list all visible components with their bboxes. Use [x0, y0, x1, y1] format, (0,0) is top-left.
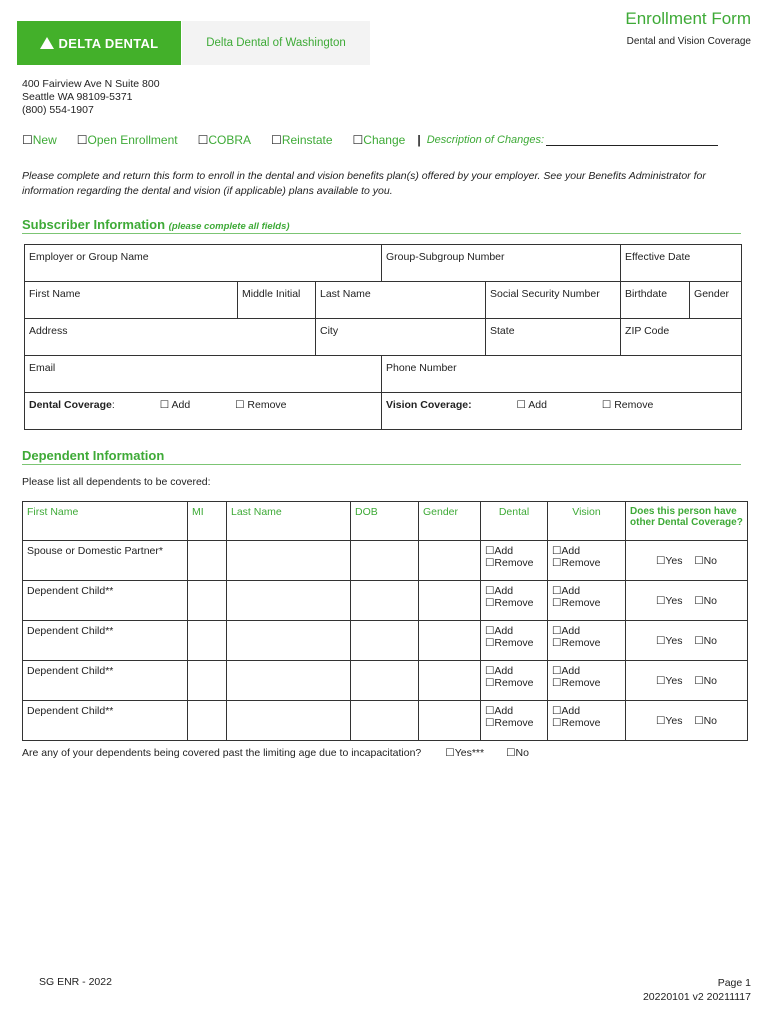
row-label: Spouse or Domestic Partner*: [23, 541, 188, 581]
vision-remove-checkbox[interactable]: ☐Remove: [552, 637, 601, 649]
dob-cell[interactable]: [351, 541, 419, 581]
subscriber-table: [24, 244, 742, 430]
address-line-2: Seattle WA 98109-5371: [22, 91, 133, 103]
delta-triangle-icon: [40, 37, 54, 49]
other-coverage-cell: [626, 661, 748, 701]
page-title: Enrollment Form: [625, 9, 751, 28]
section-divider: [22, 464, 741, 465]
last-name-cell[interactable]: [227, 621, 351, 661]
other-coverage-cell: [626, 701, 748, 741]
mi-cell[interactable]: [188, 701, 227, 741]
yes-checkbox[interactable]: ☐Yes: [655, 554, 683, 567]
page-number: Page 1: [717, 977, 751, 989]
last-name-cell[interactable]: [227, 581, 351, 621]
dental-cell: [481, 661, 548, 701]
vision-remove-checkbox[interactable]: ☐Remove: [552, 677, 601, 689]
email-field[interactable]: Email: [25, 356, 382, 393]
birthdate-field[interactable]: Birthdate: [621, 282, 690, 319]
dob-cell[interactable]: [351, 621, 419, 661]
description-of-changes-label: Description of Changes:: [426, 134, 545, 146]
col-gender: Gender: [419, 502, 481, 541]
table-row: [23, 581, 748, 621]
dob-cell[interactable]: [351, 661, 419, 701]
vision-add-checkbox[interactable]: ☐Add: [552, 665, 581, 677]
col-vision: Vision: [548, 502, 626, 541]
other-coverage-cell: [626, 621, 748, 661]
mi-cell[interactable]: [188, 541, 227, 581]
yes-checkbox[interactable]: ☐Yes: [655, 634, 683, 647]
vision-remove-checkbox[interactable]: ☐Remove: [552, 557, 601, 569]
checkbox[interactable]: ☐: [76, 133, 88, 147]
dental-remove-checkbox[interactable]: ☐Remove: [485, 717, 534, 729]
vision-cell: [548, 541, 626, 581]
description-of-changes-field[interactable]: [546, 133, 718, 146]
vision-add-checkbox[interactable]: ☐Add: [552, 585, 581, 597]
dental-add-checkbox[interactable]: ☐Add: [485, 705, 514, 717]
first-name-field[interactable]: First Name: [25, 282, 238, 319]
dob-cell[interactable]: [351, 581, 419, 621]
dental-cell: [481, 581, 548, 621]
option-open-enrollment[interactable]: ☐Open Enrollment: [76, 133, 178, 147]
separator: |: [417, 133, 421, 147]
checkbox[interactable]: ☐: [197, 133, 209, 147]
form-id: SG ENR - 2022: [39, 976, 112, 988]
last-name-cell[interactable]: [227, 661, 351, 701]
last-name-field[interactable]: Last Name: [316, 282, 486, 319]
delta-dental-logo: [17, 21, 181, 65]
subscriber-note: (please complete all fields): [168, 221, 290, 232]
mi-cell[interactable]: [188, 621, 227, 661]
last-name-cell[interactable]: [227, 701, 351, 741]
address-field[interactable]: Address: [25, 319, 316, 356]
phone-field[interactable]: Phone Number: [382, 356, 742, 393]
section-divider: [22, 233, 741, 234]
gender-field[interactable]: Gender: [690, 282, 742, 319]
form-version: 20220101 v2 20211117: [642, 991, 751, 1003]
gender-cell[interactable]: [419, 661, 481, 701]
dental-remove-checkbox[interactable]: ☐Remove: [485, 637, 534, 649]
no-checkbox[interactable]: ☐No: [694, 674, 718, 687]
dependent-intro: Please list all dependents to be covered:: [22, 476, 211, 488]
checkbox[interactable]: ☐: [271, 133, 282, 147]
mi-cell[interactable]: [188, 661, 227, 701]
yes-checkbox[interactable]: ☐Yes: [655, 714, 683, 727]
org-name: Delta Dental of Washington: [182, 21, 370, 65]
yes-checkbox[interactable]: ☐Yes: [655, 674, 683, 687]
yes-checkbox[interactable]: ☐Yes: [655, 594, 683, 607]
dental-coverage-label: Dental Coverage: [29, 399, 112, 411]
table-row: [23, 661, 748, 701]
page-footer: [643, 976, 751, 1004]
dental-remove-checkbox[interactable]: ☐Remove: [485, 597, 534, 609]
option-reinstate[interactable]: ☐Reinstate: [271, 133, 333, 147]
option-change[interactable]: ☐Change: [352, 133, 406, 147]
ssn-field[interactable]: Social Security Number: [486, 282, 621, 319]
city-field[interactable]: City: [316, 319, 486, 356]
dental-coverage-cell: Dental Coverage: ☐ Add ☐ Remove: [25, 393, 382, 430]
gender-cell[interactable]: [419, 581, 481, 621]
dental-remove-checkbox[interactable]: ☐Remove: [485, 557, 534, 569]
enrollment-type-options: [22, 133, 718, 147]
row-label: Dependent Child**: [23, 661, 188, 701]
dental-cell: [481, 541, 548, 581]
col-dob: DOB: [351, 502, 419, 541]
address-line-1: 400 Fairview Ave N Suite 800: [22, 78, 160, 90]
dental-remove-checkbox[interactable]: ☐Remove: [485, 677, 534, 689]
table-row: [23, 621, 748, 661]
page-subtitle: Dental and Vision Coverage: [626, 36, 751, 47]
dental-add-checkbox[interactable]: ☐Add: [485, 625, 514, 637]
last-name-cell[interactable]: [227, 541, 351, 581]
gender-cell[interactable]: [419, 621, 481, 661]
vision-cell: [548, 661, 626, 701]
incapacitation-yes-checkbox[interactable]: ☐Yes***: [445, 747, 485, 759]
mailing-address: [22, 78, 160, 117]
gender-cell[interactable]: [419, 701, 481, 741]
other-coverage-cell: [626, 541, 748, 581]
dental-remove-checkbox[interactable]: ☐ Remove: [235, 399, 287, 411]
incapacitation-question: [22, 747, 529, 759]
vision-remove-checkbox[interactable]: ☐ Remove: [601, 399, 654, 411]
gender-cell[interactable]: [419, 541, 481, 581]
dental-cell: [481, 621, 548, 661]
row-label: Dependent Child**: [23, 621, 188, 661]
vision-remove-checkbox[interactable]: ☐Remove: [552, 597, 601, 609]
mi-cell[interactable]: [188, 581, 227, 621]
no-checkbox[interactable]: ☐No: [694, 634, 718, 647]
vision-add-checkbox[interactable]: ☐Add: [552, 705, 581, 717]
dental-add-checkbox[interactable]: ☐Add: [485, 545, 514, 557]
other-coverage-cell: [626, 581, 748, 621]
option-cobra[interactable]: ☐COBRA: [197, 133, 252, 147]
col-mi: MI: [188, 502, 227, 541]
effective-date-field[interactable]: Effective Date: [621, 245, 742, 282]
no-checkbox[interactable]: ☐No: [694, 554, 718, 567]
no-checkbox[interactable]: ☐No: [694, 594, 718, 607]
table-row: [23, 541, 748, 581]
intro-text: Please complete and return this form to enroll in the dental and vision benefits plan(s) offered by your employer. See your Benefits Administrator for information regarding the dental and vision (if applicable) plans available to you.: [22, 170, 706, 197]
address-phone: (800) 554-1907: [22, 104, 94, 116]
vision-remove-checkbox[interactable]: ☐Remove: [552, 717, 601, 729]
middle-initial-field[interactable]: Middle Initial: [238, 282, 316, 319]
group-number-field[interactable]: Group-Subgroup Number: [382, 245, 621, 282]
zip-field[interactable]: ZIP Code: [621, 319, 742, 356]
subscriber-heading: Subscriber Information (please complete all fields): [22, 217, 290, 232]
checkbox[interactable]: ☐: [352, 133, 364, 147]
checkbox[interactable]: ☐: [22, 133, 33, 147]
dental-cell: [481, 701, 548, 741]
logo-text: DELTA DENTAL: [58, 35, 159, 51]
row-label: Dependent Child**: [23, 581, 188, 621]
vision-add-checkbox[interactable]: ☐ Add: [516, 399, 547, 411]
vision-add-checkbox[interactable]: ☐Add: [552, 625, 581, 637]
vision-cell: [548, 621, 626, 661]
dependents-table: [22, 501, 748, 741]
dental-add-checkbox[interactable]: ☐Add: [485, 665, 514, 677]
col-last-name: Last Name: [227, 502, 351, 541]
col-first-name: First Name: [23, 502, 188, 541]
vision-cell: [548, 581, 626, 621]
vision-coverage-cell: [382, 393, 742, 430]
dental-add-checkbox[interactable]: ☐ Add: [159, 399, 191, 411]
vision-cell: [548, 701, 626, 741]
dob-cell[interactable]: [351, 701, 419, 741]
col-other-coverage: Does this person have other Dental Coverage?: [626, 502, 748, 541]
table-row: [23, 701, 748, 741]
no-checkbox[interactable]: ☐No: [694, 714, 718, 727]
dental-add-checkbox[interactable]: ☐Add: [485, 585, 514, 597]
vision-add-checkbox[interactable]: ☐Add: [552, 545, 581, 557]
incapacitation-no-checkbox[interactable]: ☐No: [506, 747, 529, 759]
col-dental: Dental: [481, 502, 548, 541]
incapacitation-question-text: Are any of your dependents being covered past the limiting age due to incapacitation?: [22, 747, 422, 759]
vision-coverage-label: Vision Coverage:: [386, 399, 472, 411]
employer-field[interactable]: Employer or Group Name: [25, 245, 382, 282]
state-field[interactable]: State: [486, 319, 621, 356]
row-label: Dependent Child**: [23, 701, 188, 741]
option-new[interactable]: ☐New: [22, 133, 57, 147]
dependent-heading: Dependent Information: [22, 448, 165, 463]
